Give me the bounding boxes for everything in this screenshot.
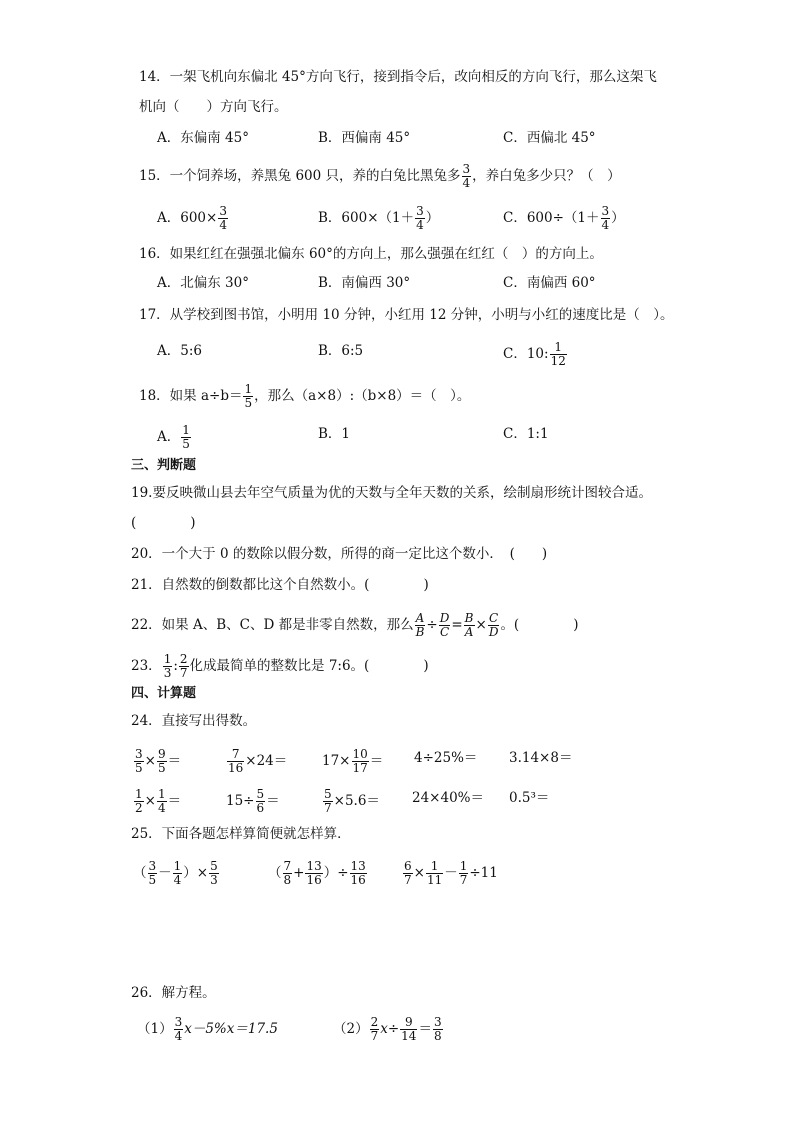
q21-stem: 21．自然数的倒数都比这个自然数小。( ) bbox=[131, 577, 429, 593]
q23-stem: 23． $\frac{1}{3}$ : $\frac{2}{7}$ 化成最简单的整数比是 7:6。( ) bbox=[131, 652, 429, 680]
q24-expr-4: 4÷25%＝ bbox=[414, 750, 478, 766]
q17-option-a: A．5:6 bbox=[157, 343, 202, 359]
q16-option-a: A．北偏东 30° bbox=[157, 275, 249, 291]
q24-expr-10: 0.5³＝ bbox=[509, 790, 550, 806]
q15-text-pre: 15．一个饲养场，养黑兔 600 只，养的白兔比黑兔多 bbox=[139, 168, 461, 184]
q18-stem: 18．如果 a÷b＝ $\frac{1}{5}$ ，那么（a×8）:（b×8）＝（ ）。 bbox=[139, 382, 471, 410]
q15-text-post: ，养白兔多少只？（ ） bbox=[472, 168, 621, 184]
q17-stem: 17．从学校到图书馆，小明用 10 分钟，小红用 12 分钟，小明与小红的速度比是（ ）。 bbox=[139, 307, 674, 323]
q17-option-b: B．6:5 bbox=[318, 343, 364, 359]
q24-expr-7: 15÷ $\frac{5}{6}$ ＝ bbox=[226, 787, 280, 815]
q14-option-b: B．西偏南 45° bbox=[318, 130, 411, 146]
q15-option-a: A．600× $\frac{3}{4}$ bbox=[157, 204, 227, 232]
q18-option-a: A． $\frac{1}{5}$ bbox=[157, 423, 190, 451]
q16-stem: 16．如果红红在强强北偏东 60°的方向上，那么强强在红红（ ）的方向上。 bbox=[139, 246, 603, 262]
q26-title: 26．解方程。 bbox=[131, 985, 216, 1001]
q19-line1: 19.要反映微山县去年空气质量为优的天数与全年天数的关系，绘制扇形统计图较合适。 bbox=[131, 485, 652, 501]
q17-option-c: C．10: $\frac{1}{12}$ bbox=[503, 340, 566, 368]
q24-expr-5: 3.14×8＝ bbox=[509, 750, 573, 766]
q24-expr-6: $\frac{1}{2}$ × $\frac{1}{4}$ ＝ bbox=[135, 787, 182, 815]
q18-option-c: C．1:1 bbox=[503, 426, 549, 442]
q15-stem bbox=[139, 163, 621, 190]
q15-option-b: B．600×（1＋ $\frac{3}{4}$ ） bbox=[318, 204, 440, 232]
q24-expr-8: $\frac{5}{7}$ ×5.6＝ bbox=[324, 787, 380, 815]
q25-expr-3: $\frac{6}{7}$ × $\frac{1}{11}$ － $\frac{1}{7}$ ÷11 bbox=[404, 859, 498, 887]
q20-stem: 20．一个大于 0 的数除以假分数，所得的商一定比这个数小． ( ) bbox=[131, 546, 548, 562]
q15-fraction: $\frac{3}{4}$ bbox=[462, 162, 471, 190]
q16-option-b: B．南偏西 30° bbox=[318, 275, 411, 291]
q24-expr-3: 17× $\frac{10}{17}$ ＝ bbox=[322, 747, 384, 775]
q25-title: 25．下面各题怎样算简便就怎样算． bbox=[131, 826, 351, 842]
q26-equation-2: （2） $\frac{2}{7}$ x÷ $\frac{9}{14}$ ＝ $\frac{3}{8}$ bbox=[333, 1015, 442, 1043]
q19-answer-blank: ( ) bbox=[131, 515, 196, 531]
q22-stem: 22．如果 A、B、C、D 都是非零自然数，那么 $\frac{A}{B}$ ÷ $\frac{D}{C}$ = $\frac{B}{A}$ × $\frac{C}{D}$ 。( ) bbox=[131, 611, 579, 639]
q14-line1: 14．一架飞机向东偏北 45°方向飞行，接到指令后，改向相反的方向飞行，那么这架飞 bbox=[139, 69, 657, 85]
q14-option-c: C．西偏北 45° bbox=[503, 130, 596, 146]
q18-option-b: B．1 bbox=[318, 426, 351, 442]
q24-expr-2: $\frac{7}{16}$ ×24＝ bbox=[228, 747, 288, 775]
q26-equation-1: （1） $\frac{3}{4}$ x－5%x＝17.5 bbox=[137, 1015, 278, 1043]
section-calculation-heading: 四、计算题 bbox=[131, 686, 197, 701]
q14-option-a: A．东偏南 45° bbox=[157, 130, 249, 146]
section-true-false-heading: 三、判断题 bbox=[131, 458, 197, 473]
q24-expr-1: $\frac{3}{5}$ × $\frac{9}{5}$ ＝ bbox=[135, 747, 182, 775]
q24-expr-9: 24×40%＝ bbox=[412, 790, 484, 806]
q14-line2: 机向（ ）方向飞行。 bbox=[139, 99, 288, 115]
q16-option-c: C．南偏西 60° bbox=[503, 275, 596, 291]
q25-expr-1: （ $\frac{3}{5}$ － $\frac{1}{4}$ ）× $\frac{5}{3}$ bbox=[133, 859, 218, 887]
q24-title: 24．直接写出得数。 bbox=[131, 713, 257, 729]
q25-expr-2: （ $\frac{7}{8}$ + $\frac{13}{16}$ ）÷ $\frac{13}{16}$ bbox=[268, 859, 366, 887]
q15-option-c: C．600÷（1＋ $\frac{3}{4}$ ） bbox=[503, 204, 625, 232]
